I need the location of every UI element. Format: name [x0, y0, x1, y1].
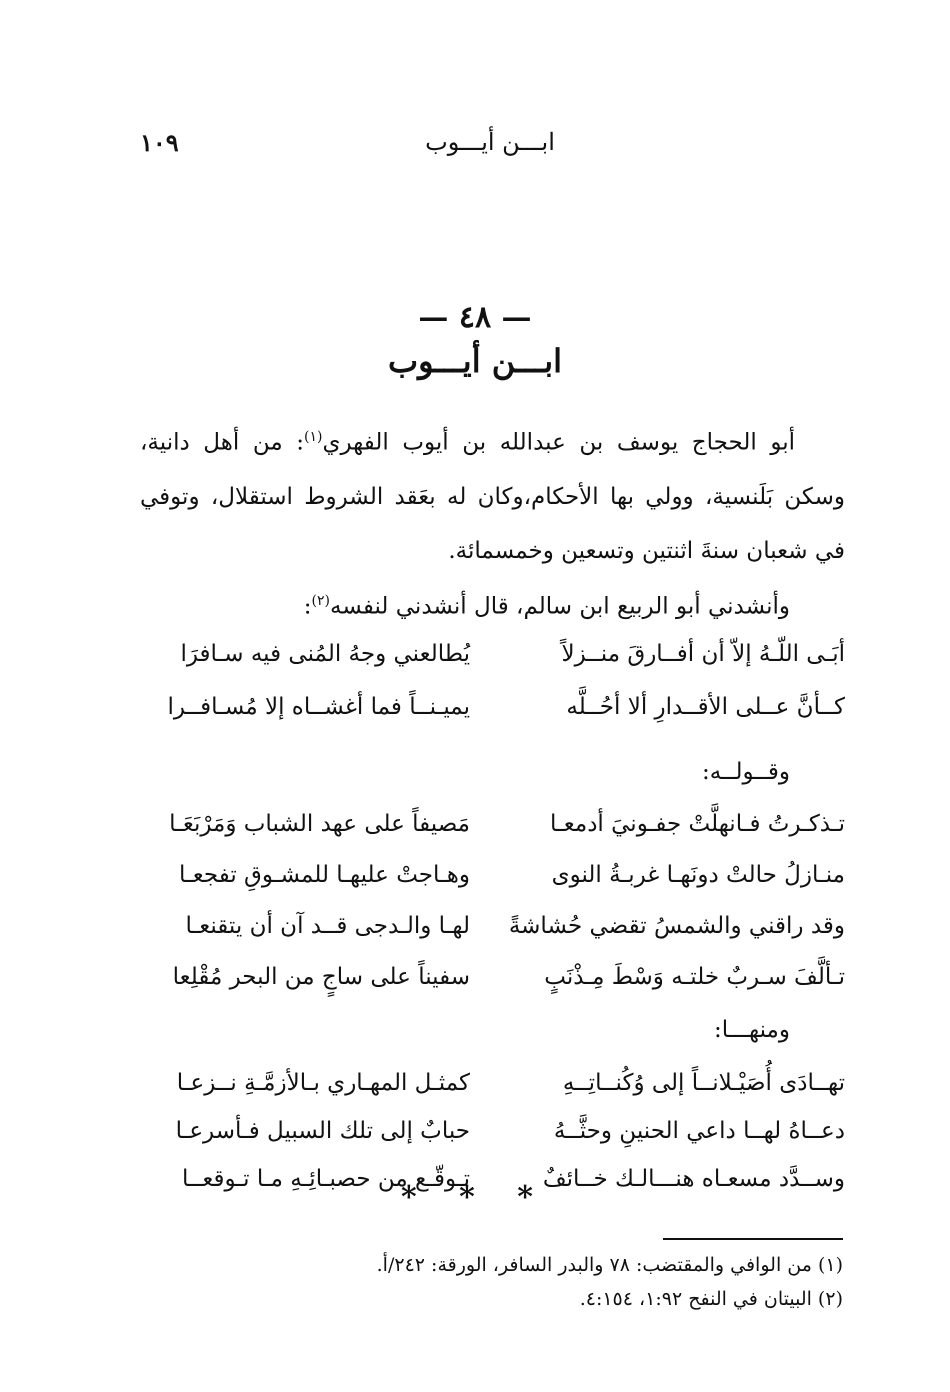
- verse-line: [140, 797, 845, 851]
- footnote-mark-2: (٢): [311, 593, 330, 609]
- verse-line: [140, 1056, 845, 1110]
- verse-line: [140, 950, 845, 1004]
- verse-second-hemistich: تـوقّـع من حصبـائِـهِ مـا تـوقعــا: [181, 1166, 470, 1192]
- section-separator: * * *: [401, 1180, 549, 1215]
- verse-first-hemistich: كــأنَّ عــلى الأقــدارِ ألا أحُــلَّه: [566, 694, 845, 720]
- bio-text-start: أبو الحجاج يوسف بن عبدالله بن أيوب الفهري: [322, 429, 795, 456]
- page-number: ١٠٩: [140, 128, 179, 157]
- verse-line: [140, 680, 845, 734]
- verse-first-hemistich: أبَـى اللّـهُ إلاّ أن أفــارقَ منــزلاً: [561, 641, 845, 667]
- entry-number: — ٤٨ —: [418, 300, 532, 335]
- running-title: ابـــن أيـــوب: [425, 128, 555, 156]
- poem-intro-1-text: وأنشدني أبو الربيع ابن سالم، قال أنشدني لنفسه: [330, 593, 790, 620]
- footnote-rule: [663, 1238, 843, 1240]
- verse-first-hemistich: وســدَّد مسعـاه هنـــالـك خــائفٌ: [542, 1166, 845, 1192]
- verse-first-hemistich: دعــاهُ لهــا داعي الحنينِ وحثَّــهُ: [553, 1118, 845, 1144]
- poem-intro-3: ومنهـــا:: [714, 1017, 790, 1043]
- verse-second-hemistich: يميـنــاً فما أغشــاه إلا مُسـافــرا: [167, 694, 470, 720]
- verse-first-hemistich: منـازلُ حالتْ دونَهـا غربـةُ النوى: [551, 862, 845, 888]
- verse-line: [140, 848, 845, 902]
- verse-first-hemistich: وقد راقني والشمسُ تقضي حُشاشةً: [508, 913, 845, 939]
- verse-second-hemistich: حبابٌ إلى تلك السبيل فـأسرعـا: [175, 1118, 470, 1144]
- verse-line: [140, 627, 845, 681]
- verse-second-hemistich: سفيناً على ساجٍ من البحر مُقْلِعا: [172, 964, 470, 990]
- running-head: [140, 128, 840, 168]
- bio-text-end: : من أهل دانية، وسكن بَلَنسية، وولي بها الأحكام،وكان له بعَقد الشروط استقلال، وتوفي في شعبان سنةَ اثنتين وتسعين وخمسمائة.: [140, 429, 845, 564]
- verse-second-hemistich: لهـا والـدجى قــد آن أن يتقنعـا: [185, 913, 470, 939]
- poem-intro-1-colon: :: [303, 593, 312, 620]
- biography-paragraph: [140, 410, 845, 578]
- footnote-1: (١) من الوافي والمقتضب: ٧٨ والبدر السافر، الورقة: ٢٤٢/أ.: [376, 1254, 843, 1276]
- verse-line: [140, 899, 845, 953]
- entry-title: ابـــن أيـــوب: [388, 342, 562, 380]
- verse-second-hemistich: وهـاجتْ عليهـا للمشـوقِ تفجعـا: [179, 862, 470, 888]
- footnote-mark-1: (١): [303, 429, 323, 445]
- poem-intro-1: [304, 574, 790, 634]
- verse-first-hemistich: تـألَّفَ سـربٌ خلتـه وَسْطَ مِـذْنَبٍ: [544, 964, 845, 990]
- verse-second-hemistich: كمثـل المهـاري بـالأزمَّـةِ نــزعـا: [176, 1070, 470, 1096]
- verse-line: [140, 1104, 845, 1158]
- verse-second-hemistich: مَصيفاً على عهد الشباب وَمَرْبَعَـا: [169, 811, 470, 837]
- poem-intro-2: وقــولــه:: [701, 759, 790, 785]
- verse-first-hemistich: تهــادَى أُصَيْـلانــاً إلى وُكُنــاتِــهِ: [562, 1070, 845, 1096]
- verse-first-hemistich: تـذكـرتُ فـانهلَّتْ جفـونيَ أدمعـا: [550, 811, 845, 837]
- verse-second-hemistich: يُطالعني وجهُ المُنى فيه سـافرَا: [180, 641, 470, 667]
- footnote-2: (٢) البيتان في النفح ١:٩٢، ٤:١٥٤.: [579, 1288, 843, 1310]
